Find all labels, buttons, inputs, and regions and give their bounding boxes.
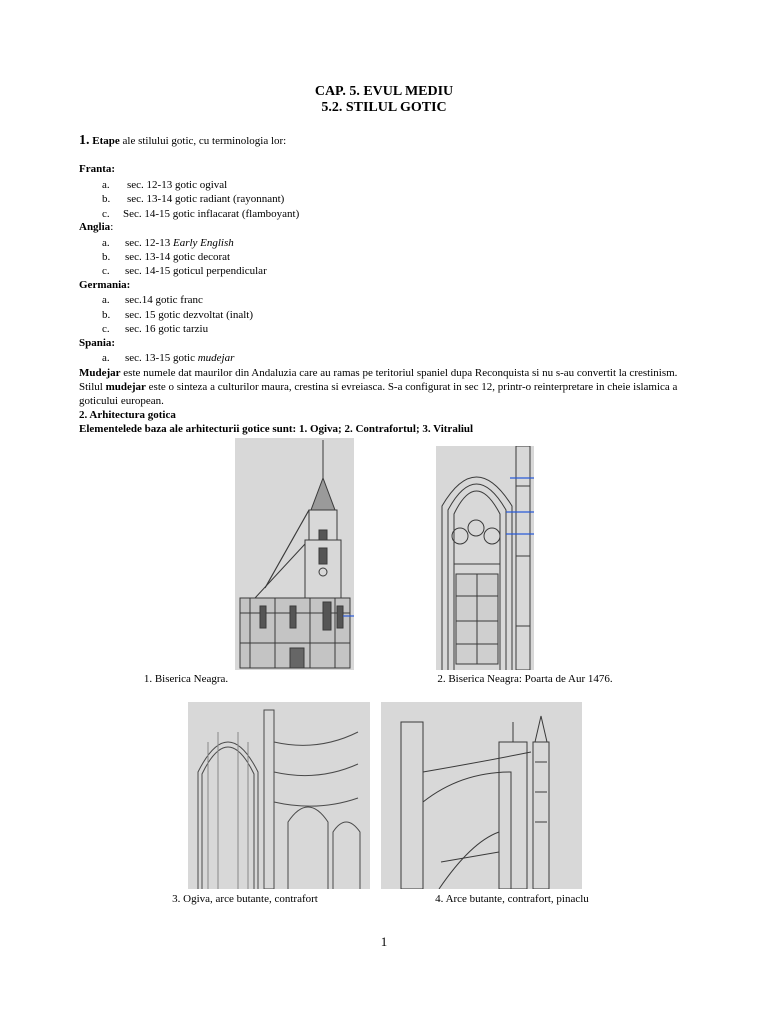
flying-buttress-sketch	[381, 702, 582, 889]
list-letter: b.	[102, 193, 111, 205]
section2-heading: 2. Arhitectura gotica	[79, 409, 176, 421]
figure-poarta-de-aur	[436, 446, 534, 670]
section1-bold: Etape	[92, 135, 120, 147]
figure-caption: 3. Ogiva, arce butante, contrafort	[172, 893, 318, 905]
list-text-plain: sec. 12-13	[125, 237, 173, 249]
figure-ogiva	[188, 702, 370, 889]
list-letter: a.	[102, 352, 110, 364]
country-anglia	[79, 221, 113, 233]
figure-caption: 2. Biserica Neagra: Poarta de Aur 1476.	[437, 673, 613, 685]
mudejar-paragraph	[79, 366, 699, 408]
country-anglia-colon: :	[110, 221, 114, 233]
figure-biserica-neagra	[235, 438, 354, 670]
mudejar-term: Mudejar	[79, 367, 121, 379]
mudejar-text-1: este numele dat maurilor din Andaluzia care au ramas pe teritoriul spaniel dupa Reconquista si nu s-au convertit la crestinism. Stilul	[79, 367, 678, 393]
section-title: 5.2. STILUL GOTIC	[321, 100, 447, 115]
list-text: sec. 14-15 goticul perpendicular	[125, 265, 267, 277]
list-text-plain: sec. 13-15 gotic	[125, 352, 198, 364]
country-anglia-label: Anglia	[79, 221, 111, 233]
figure-arce-butante	[381, 702, 582, 889]
list-text: sec. 13-14 gotic decorat	[125, 251, 231, 263]
list-text-italic: Early English	[172, 237, 234, 249]
list-letter: c.	[102, 323, 110, 335]
list-letter: a.	[102, 294, 110, 306]
list-text	[125, 351, 234, 365]
mudejar-text-2: este o sinteza a culturilor maura, crestina si evreiasca. S-a configurat in sec 12, printr-o reinterpretare in cheie islamica a goticului european.	[79, 381, 678, 407]
country-franta: Franta:	[79, 163, 116, 175]
list-letter: b.	[102, 309, 111, 321]
list-letter: c.	[102, 208, 110, 220]
section2-subheading: Elementelede baza ale arhitecturii gotice sunt: 1. Ogiva; 2. Contrafortul; 3. Vitraliul	[79, 423, 474, 435]
country-spania: Spania:	[79, 337, 116, 349]
page-number: 1	[380, 934, 388, 949]
list-text-italic: mudejar	[197, 352, 235, 364]
list-letter: c.	[102, 265, 110, 277]
figure-caption: 1. Biserica Neagra.	[143, 673, 229, 685]
list-text: sec.14 gotic franc	[125, 294, 203, 306]
list-text: sec. 13-14 gotic radiant (rayonnant)	[127, 193, 285, 205]
country-germania: Germania:	[79, 279, 131, 291]
chapter-title: CAP. 5. EVUL MEDIU	[314, 84, 454, 99]
section1-text: ale stilului gotic, cu terminologia lor:	[122, 135, 287, 147]
section1-heading	[79, 133, 286, 149]
list-text: sec. 12-13 gotic ogival	[127, 179, 228, 191]
list-letter: a.	[102, 179, 110, 191]
list-letter: a.	[102, 237, 110, 249]
figure-caption: 4. Arce butante, contrafort, pinaclu	[435, 893, 589, 905]
church-tower-sketch	[235, 438, 354, 670]
ogiva-sketch	[188, 702, 370, 889]
portal-sketch	[436, 446, 534, 670]
list-text	[125, 236, 234, 250]
list-text: sec. 15 gotic dezvoltat (inalt)	[125, 309, 253, 321]
list-text: Sec. 14-15 gotic inflacarat (flamboyant)	[123, 208, 300, 220]
list-text: sec. 16 gotic tarziu	[125, 323, 209, 335]
mudejar-term-2: mudejar	[105, 381, 146, 393]
list-letter: b.	[102, 251, 111, 263]
section1-number: 1.	[79, 133, 90, 148]
